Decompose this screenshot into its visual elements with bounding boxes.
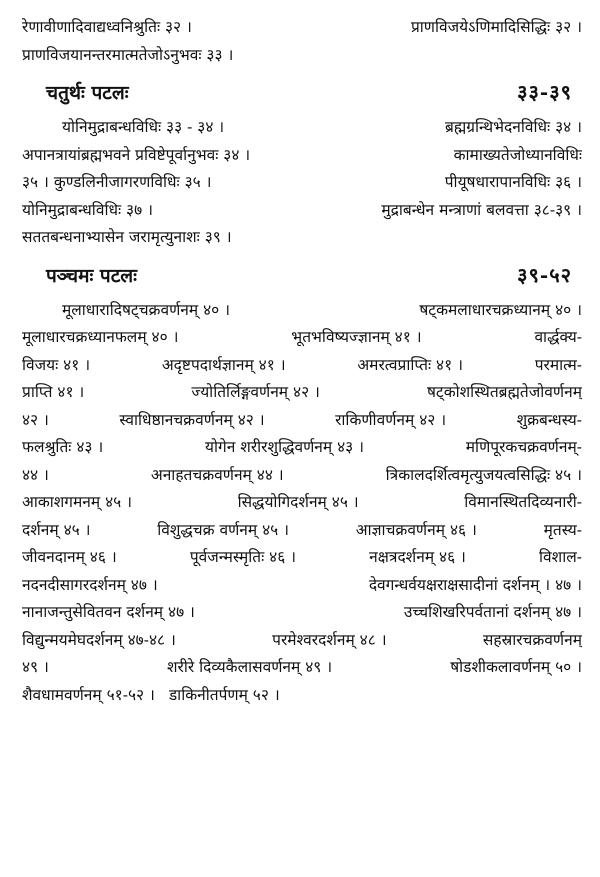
chapter-title: चतुर्थः पटलः bbox=[46, 82, 129, 104]
entry: प्राप्ति ४१ । bbox=[22, 383, 85, 401]
entry: मुद्राबन्धेन मन्त्राणां बलवत्ता ३८-३९ । bbox=[381, 200, 582, 219]
entry: राकिणीवर्णनम् ४२ । bbox=[335, 410, 447, 429]
entry: परमेश्वरदर्शनम् ४८ । bbox=[272, 630, 387, 649]
text-line bbox=[22, 352, 582, 380]
text-line bbox=[22, 544, 582, 572]
entry: परमात्म- bbox=[534, 355, 582, 374]
entry: अनाहतचक्रवर्णनम् ४४ । bbox=[150, 465, 284, 484]
entry: ४२ । bbox=[22, 410, 49, 429]
text-line bbox=[22, 324, 582, 352]
entry: आकाशगमनम् ४५ । bbox=[22, 493, 133, 511]
text-line bbox=[22, 297, 582, 325]
entry: त्रिकालदर्शित्वमृत्युजयत्वसिद्धिः ४५ । bbox=[385, 465, 582, 484]
entry: विशुद्धचक्र वर्णनम् ४५ । bbox=[157, 520, 290, 539]
entry: मणिपूरकचक्रवर्णनम्- bbox=[465, 438, 582, 456]
text-line bbox=[22, 434, 582, 462]
entry: सिद्धयोगिदर्शनम् ४५ । bbox=[237, 493, 359, 511]
entry: शुक्रबन्धस्य- bbox=[516, 410, 582, 429]
entry: वार्द्धक्य- bbox=[534, 328, 582, 346]
entry: शरीरे दिव्यकैलासवर्णनम् ४९ । bbox=[166, 658, 333, 676]
entry: विद्युन्मयमेघदर्शनम् ४७-४८ । bbox=[22, 630, 176, 649]
entry: स्वाधिष्ठानचक्रवर्णनम् ४२ । bbox=[119, 410, 265, 429]
text-line bbox=[22, 14, 582, 42]
text-line bbox=[22, 489, 582, 517]
text-line bbox=[22, 517, 582, 545]
text-line bbox=[22, 197, 582, 225]
entry: प्राणविजयेऽणिमादिसिद्धिः ३२ । bbox=[410, 18, 582, 36]
entry: आज्ञाचक्रवर्णनम् ४६ । bbox=[355, 520, 477, 539]
entry: ज्योतिर्लिङ्गवर्णनम् ४२ । bbox=[191, 383, 320, 401]
chapter-title: पञ्चमः पटलः bbox=[46, 264, 138, 287]
text-line bbox=[22, 42, 582, 70]
entry: ३५ । कुण्डलिनीजागरणविधिः ३५ । bbox=[22, 173, 212, 191]
entry: योगेन शरीरशुद्धिवर्णनम् ४३ । bbox=[205, 438, 365, 456]
entry: दर्शनम् ४५ । bbox=[22, 520, 91, 539]
entry: विशाल- bbox=[539, 548, 582, 566]
entry: ४४ । bbox=[22, 465, 49, 484]
entry: अपानत्रायांब्रह्मभवने प्रविष्टेपूर्वानुभवः ३४ । bbox=[22, 145, 251, 164]
text-line bbox=[22, 654, 582, 682]
chapter5-entries bbox=[22, 297, 582, 710]
entry: योनिमुद्राबन्धविधिः ३३ - ३४ । bbox=[62, 118, 225, 136]
entry: शैवधामवर्णनम् ५१-५२ । bbox=[22, 685, 155, 704]
text-line bbox=[22, 682, 582, 710]
entry: अमरत्वप्राप्तिः ४१ । bbox=[357, 355, 463, 374]
entry: मूलाधारचक्रध्यानफलम् ४० । bbox=[22, 328, 179, 346]
page-range: ३९-५२ bbox=[517, 262, 572, 287]
text-line bbox=[22, 224, 582, 252]
text-line bbox=[22, 599, 582, 627]
text-line bbox=[22, 462, 582, 490]
chapter-heading bbox=[22, 260, 582, 291]
entry: रेणावीणादिवाद्यध्वनिश्रुतिः ३२ । bbox=[22, 18, 192, 36]
text-line bbox=[22, 627, 582, 655]
text-line bbox=[22, 572, 582, 600]
entry: पीयूषधारापानविधिः ३६ । bbox=[444, 173, 582, 191]
entry: योनिमुद्राबन्धविधिः ३७ । bbox=[22, 200, 153, 219]
page-range: ३३-३९ bbox=[517, 80, 572, 104]
entry: कामाख्यतेजोध्यानविधिः bbox=[453, 145, 582, 164]
entry: षोडशीकलावर्णनम् ५० । bbox=[450, 658, 582, 676]
entry: भूतभविष्यज्ज्ञानम् ४१ । bbox=[291, 328, 422, 346]
entry: पूर्वजन्मस्मृतिः ४६ । bbox=[189, 548, 297, 566]
entry: नदनदीसागरदर्शनम् ४७ । bbox=[22, 575, 158, 594]
chapter4-entries bbox=[22, 114, 582, 252]
entry: मूलाधारादिषट्चक्रवर्णनम् ४० । bbox=[62, 300, 231, 319]
entry: नक्षत्रदर्शनम् ४६ । bbox=[369, 548, 466, 566]
chapter-heading bbox=[22, 77, 582, 108]
text-line bbox=[22, 169, 582, 197]
text-line bbox=[22, 379, 582, 407]
entry: षट्कमलाधारचक्रध्यानम् ४० । bbox=[419, 300, 582, 319]
entry: प्राणविजयानन्तरमात्मतेजोऽनुभवः ३३ । bbox=[22, 45, 234, 64]
entry: उच्चशिखरिपर्वतानां दर्शनम् ४७ । bbox=[403, 603, 582, 621]
entry: अदृष्टपदार्थज्ञानम् ४१ । bbox=[161, 355, 286, 374]
entry: डाकिनीतर्पणम् ५२ । bbox=[168, 685, 280, 704]
entry: मृतस्य- bbox=[543, 520, 582, 539]
entry: विमानस्थितदिव्यनारी- bbox=[464, 493, 582, 511]
entry: ४९ । bbox=[22, 658, 49, 676]
text-line bbox=[22, 142, 582, 170]
entry: देवगन्धर्वयक्षराक्षसादीनां दर्शनम् । ४७ । bbox=[368, 575, 582, 594]
intro-section bbox=[22, 14, 582, 69]
entry: सहस्रारचक्रवर्णनम् bbox=[482, 630, 582, 649]
entry: षट्कोशस्थितब्रह्मतेजोवर्णनम् bbox=[426, 383, 582, 401]
entry: विजयः ४१ । bbox=[22, 355, 91, 374]
entry: फलश्रुतिः ४३ । bbox=[22, 438, 104, 456]
entry: सततबन्धनाभ्यासेन जरामृत्युनाशः ३९ । bbox=[22, 228, 232, 246]
entry: नानाजन्तुसेवितवन दर्शनम् ४७ । bbox=[22, 603, 195, 621]
text-line bbox=[22, 114, 582, 142]
entry: जीवनदानम् ४६ । bbox=[22, 548, 117, 566]
text-line bbox=[22, 407, 582, 435]
entry: ब्रह्मग्रन्थिभेदनविधिः ३४ । bbox=[445, 118, 582, 136]
